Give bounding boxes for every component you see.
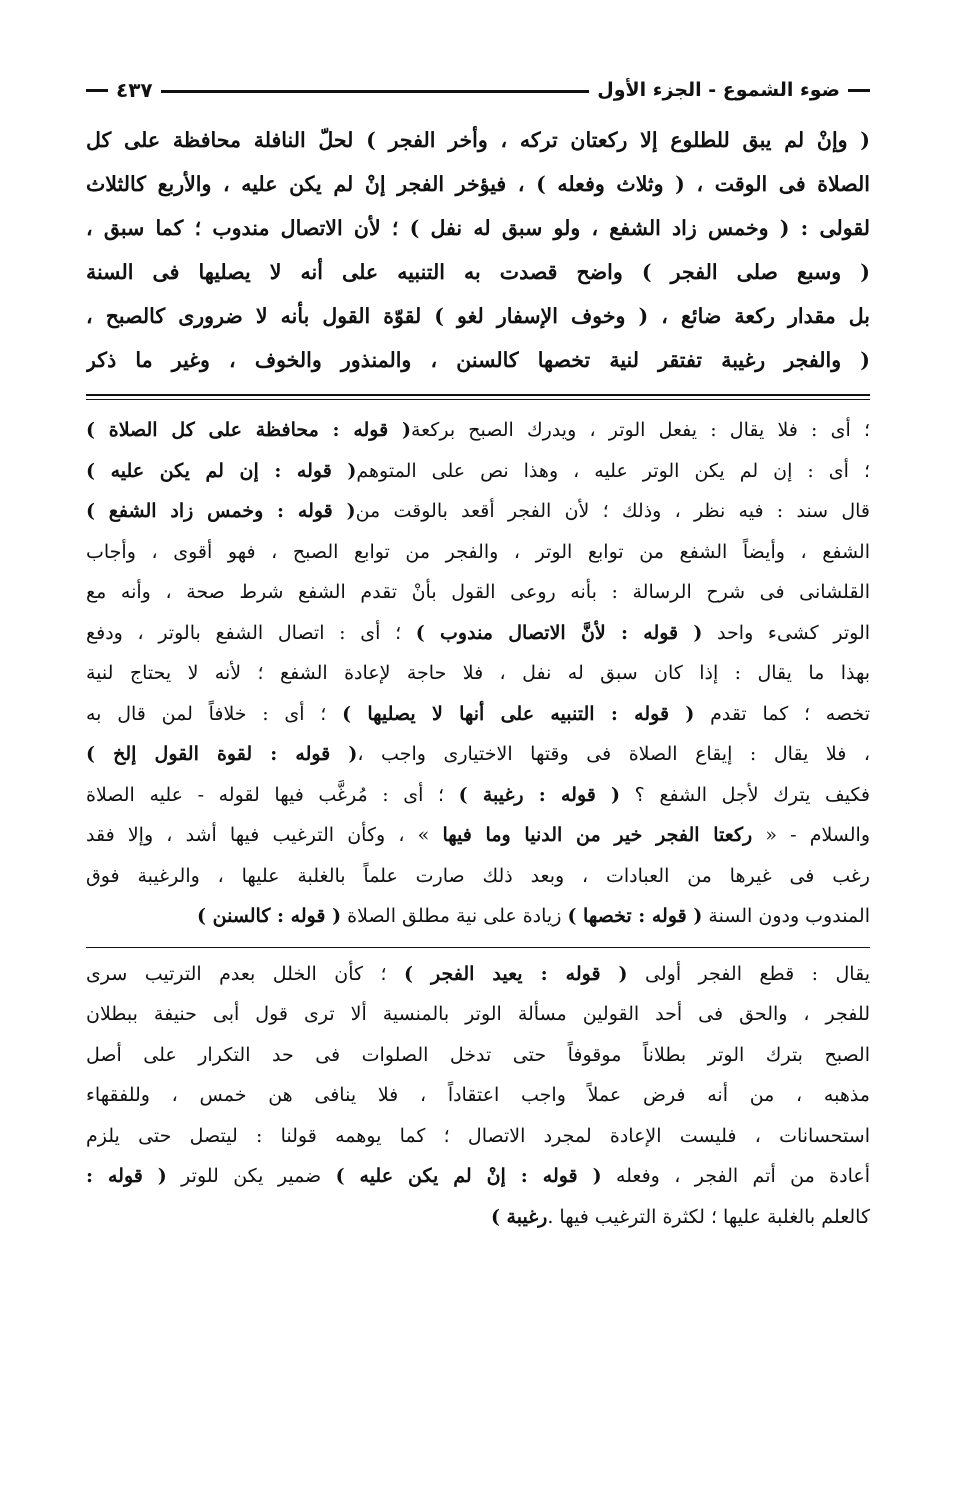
note-line [86,694,870,735]
note-text: الصبح بترك الوتر بطلاناً موقوفاً حتى تدخل الصلوات فى حد التكرار على أصل [86,1043,870,1066]
note-line [86,613,870,654]
note-line [86,734,870,775]
note-text: كالعلم بالغلبة عليها ؛ لكثرة الترغيب فيها . [547,1205,870,1228]
note-line [86,815,870,856]
note-text: مذهبه ، من أنه فرض عملاً واجب اعتقاداً ، فلا ينافى هن خمس ، وللفقهاء [86,1084,870,1106]
main-line: ( والفجر رغيبة تفتقر لنية تخصها كالسنن ، والمنذور والخوف ، وغير ما ذكر [86,348,870,372]
note-text: ؛ أى : اتصال الشفع بالوتر ، ودفع [86,621,416,644]
main-line: الصلاة فى الوقت ، ( وثلاث وفعله ) ، فيؤخر الفجر إنْ لم يكن عليه ، والأربع كالثلاث [86,172,870,196]
note-line [86,653,870,694]
note-line [86,491,870,532]
note-line [86,1075,870,1116]
commentary-section [86,410,870,937]
header-rule [161,90,590,93]
note-line [86,572,870,613]
note-line [86,451,870,492]
note-text: ؛ أى : فلا يقال : يفعل الوتر ، ويدرك الصبح بركعة [410,419,870,441]
note-text: للفجر ، والحق فى أحد القولين مسألة الوتر بالمنسية ألا ترى قول أبى حنيفة ببطلان [86,1003,870,1025]
note-text: » ، وكأن الترغيب فيها أشد ، وإلا فقد [86,824,443,846]
quoted-lemma: ( قوله : محافظة على كل الصلاة ) [86,419,411,441]
main-text [86,118,870,382]
note-text: قال سند : فيه نظر ، وذلك ؛ لأن الفجر أقعد بالوقت من [355,500,870,522]
book-title: ضوء الشموع - الجزء الأول [597,79,840,101]
main-line: لقولى : ( وخمس زاد الشفع ، ولو سبق له نفل ) ؛ لأن الاتصال مندوب ؛ كما سبق ، [86,216,870,240]
note-text: فكيف يترك لأجل الشفع ؟ [620,783,870,806]
note-line [86,775,870,816]
note-text: ؛ كأن الخلل بعدم الترتيب سرى [86,962,404,985]
note-line [86,410,870,451]
note-text: ؛ أى : مُرغَّب فيها لقوله - عليه الصلاة [86,783,459,806]
page-number: ٤٣٧ [116,78,153,102]
running-header [86,70,870,110]
note-text: يقال : قطع الفجر أولى [627,962,870,985]
quoted-lemma: ( قوله : وخمس زاد الشفع ) [86,500,356,522]
main-line: ( وإنْ لم يبق للطلوع إلا ركعتان تركه ، وأخر الفجر ) لحلّ النافلة محافظة على كل [86,128,870,152]
header-dash-right [848,89,870,92]
note-line [86,1156,870,1197]
quoted-lemma: ( قوله : رغيبة ) [458,783,621,806]
note-line [86,994,870,1035]
note-text: ، فلا يقال : إيقاع الصلاة فى وقتها الاختيارى واجب ، [357,743,870,765]
note-text: ؛ أى : إن لم يكن الوتر عليه ، وهذا نص على المتوهم [356,459,870,482]
note-text: المندوب ودون السنة [702,905,870,927]
main-line: ( وسبع صلى الفجر ) واضح قصدت به التنبيه على أنه لا يصليها فى السنة [86,260,870,284]
note-text: زيادة على نية مطلق الصلاة [341,905,568,927]
quoted-lemma: ( قوله : لقوة القول إلخ ) [86,743,358,765]
note-line [86,1035,870,1076]
note-text: رغب فى غيرها من العبادات ، وبعد ذلك صارت علماً بالغلبة عليها ، والرغيبة فوق [86,864,870,887]
quoted-lemma: رغيبة ) [490,1205,548,1228]
quoted-lemma: ركعتا الفجر خير من الدنيا وما فيها [442,824,753,846]
quoted-lemma: ( قوله : إن لم يكن عليه ) [86,459,357,482]
quoted-lemma: ( قوله : لأنَّ الاتصال مندوب ) [415,621,703,644]
note-text: استحسانات ، فليست الإعادة لمجرد الاتصال ؛ كما يوهمه قولنا : ليتصل حتى يلزم [86,1124,870,1147]
quoted-lemma: ( قوله : يعيد الفجر ) [403,962,628,985]
note-line [86,856,870,897]
quoted-lemma: ( قوله : إنْ لم يكن عليه ) [335,1165,602,1187]
note-text: الشفع ، وأيضاً الشفع من توابع الوتر ، والفجر من توابع الصبح ، فهو أقوى ، وأجاب [86,540,870,563]
note-text: أعادة من أتم الفجر ، وفعله [601,1165,870,1187]
quoted-lemma: ( قوله : كالسنن ) [197,905,342,927]
note-line [86,532,870,573]
note-text: القلشانى فى شرح الرسالة : بأنه روعى القول بأنْ تقدم الشفع شرط صحة ، وأنه مع [86,581,870,603]
double-divider [86,394,870,400]
note-text: تخصه ؛ كما تقدم [694,702,870,725]
quoted-lemma: ( قوله : التنبيه على أنها لا يصليها ) [342,702,695,725]
note-text: ؛ أى : خلافاً لمن قال به [86,702,343,725]
marginal-notes-section [86,954,870,1238]
note-line [86,1116,870,1157]
note-text: والسلام - « [752,824,870,846]
main-line: بل مقدار ركعة ضائع ، ( وخوف الإسفار لغو ) لقوّة القول بأنه لا ضرورى كالصبح ، [86,304,870,328]
note-line [86,896,870,937]
quoted-lemma: ( قوله : تخصها ) [567,905,703,927]
quoted-lemma: ( قوله : [86,1165,167,1187]
note-line [86,954,870,995]
note-text: بهذا ما يقال : إذا كان سبق له نفل ، فلا حاجة لإعادة الشفع ؛ لأنه لا يحتاج لنية [86,662,870,684]
note-text: الوتر كشىء واحد [702,621,870,644]
divider [86,947,870,948]
header-dash-left [86,89,108,92]
note-line [86,1197,870,1238]
note-text: ضمير يكن للوتر [166,1165,336,1187]
